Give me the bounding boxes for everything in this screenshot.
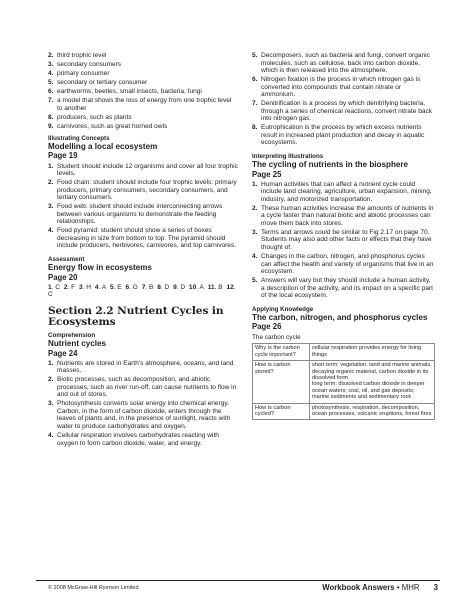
right-column [252,52,435,420]
footer-workbook: Workbook Answers [322,583,395,592]
list-item [252,181,435,204]
list-item [252,76,435,99]
item-number: 6 . [48,88,57,96]
illustrating-page: Page 19 [48,151,78,161]
answer-number: 3 [78,283,83,291]
list-item [48,61,238,69]
answer: 11. B [207,283,223,291]
list-item [252,253,435,276]
item-number: 1 . [252,181,261,204]
answer: 4. A [94,283,107,291]
answer: 7. B [141,283,154,291]
item-text: Nutrients are stored in Earth’s atmosphere, oceans, and land masses. [57,359,234,375]
item-number: 3 . [48,61,57,69]
footer-publisher: MHR [401,583,420,592]
answer: 10. A [188,283,204,291]
item-number: 7 . [252,100,261,123]
illustrating-title: Modelling a local ecosystem [48,142,158,152]
item-text: Biotic processes, such as decomposition, and abiotic processes, such as river run-off, can cause nutrients to flow in and out of stores. [57,376,237,399]
answer-letter: H [86,283,92,291]
item-text: Answers will vary but they should include a human activity, a description of the activity, and its impact on a specific part of the local ecosystem. [261,277,433,300]
list-item [48,163,238,178]
list-item [48,179,238,202]
item-text: secondary consumers [57,61,122,69]
section-heading: Section 2.2 Nutrient Cycles in Ecosystems [48,304,224,329]
item-number: 3 . [48,203,57,226]
table-answer: photosynthesis, respiration, decomposition, ocean processes, volcanic eruptions, forest fires [310,403,435,420]
item-text: Cellular respiration involves carbohydrates reacting with oxygen to form carbon dioxide, water, and energy. [57,432,219,447]
item-number: 6 . [252,76,261,99]
list-item [48,227,238,250]
item-number: 4 . [252,253,261,276]
item-number: 4 . [48,432,57,447]
list-item [48,400,238,430]
answer-number: 10 [188,283,197,291]
item-text: a model that shows the loss of energy from one trophic level to another [57,97,232,112]
item-text: Decomposers, such as bacteria and fungi, convert organic molecules, such as cellulose, back into carbon dioxide, which is then released into the atmosphere. [261,52,430,74]
answer-letter: E [117,283,122,291]
table-answer: cellular respiration provides energy for living things [310,344,435,361]
intro-list [48,52,238,131]
footer-title [322,583,438,592]
answer: 3. H [78,283,92,291]
list-item [252,229,435,252]
answer-letter: A [199,283,204,291]
table-row [253,403,435,420]
item-number: 3 . [252,229,261,252]
item-text: Photosynthesis converts solar energy into chemical energy. Carbon, in the form of carbon dioxide, enters through the leaves of plants and, in the presence of sunlight, reacts with water to produce carbohydrates and oxygen. [57,400,231,430]
list-item [252,100,435,123]
list-item [48,88,238,96]
answer: 8. D [157,283,170,291]
answer-number: 9 [173,283,177,291]
answer-letter: A [101,283,107,291]
carbon-cycle-table [252,343,435,420]
item-number: 3 . [48,400,57,430]
item-text: Food pyramid: student should show a series of boxes decreasing in size from bottom to top. The pyramid should include producers, herbivores, carnivores, and top carnivores. [57,227,237,250]
assessment-label: Assessment [48,255,85,263]
list-item [48,97,238,112]
answer-letter: F [71,283,76,291]
answer-number: 1 [48,283,52,291]
item-text: secondary or tertiary consumer [57,79,148,87]
list-item [252,205,435,228]
list-item [48,203,238,226]
answer-number: 8 [157,283,161,291]
page-number: 3 [433,583,438,592]
interpreting-title: The cycling of nutrients in the biosphere [252,160,409,170]
item-number: 1 . [48,360,57,375]
comprehension-label: Comprehension [48,331,96,339]
answer-number: 7 [141,283,146,291]
comprehension-page: Page 24 [48,348,78,358]
item-text: carnivores, such as great horned owls [57,123,168,131]
applying-title: The carbon, nitrogen, and phosphorus cycles [252,313,428,323]
answer: 5. E [109,283,122,291]
answer: 6. G [125,283,138,291]
list-item [48,70,238,78]
item-number: 9 . [48,123,57,131]
item-number: 8 . [252,124,261,147]
interpreting-page: Page 25 [252,169,282,179]
interpreting-label: Interpreting Illustrations [252,152,324,160]
item-text: primary consumer [57,70,110,78]
item-number: 8 . [48,114,57,122]
item-number: 2 . [48,52,57,60]
comprehension-title: Nutrient cycles [48,339,107,349]
list-item [252,277,435,300]
answer-number: 6 [125,283,130,291]
table-answer: short term: vegetation, land and marine animals, decaying organic material, carbon dioxide in its dissolved form long term: dissolved carbon dioxide in deeper ocean waters; coal, oil, and gas deposits; marine sediments and sedimentary rock [310,361,435,403]
item-text: earthworms, beetles, small insects, bacteria, fungi [57,88,202,96]
item-text: producers, such as plants [57,114,132,122]
answer-number: 4 [94,283,99,291]
item-number: 2 . [48,179,57,202]
footer-rule [36,580,440,581]
item-number: 5 . [252,277,261,300]
assessment-answers [48,284,238,299]
answer-letter: B [149,283,154,291]
item-number: 5 . [252,52,261,75]
answer-number: 2 [63,283,68,291]
answer: 2. F [63,283,76,291]
list-item [252,124,435,147]
answer-letter: D [164,283,170,291]
footer-sep: • [396,583,400,592]
table-caption: The carbon cycle [252,333,301,341]
item-text: Terms and arrows could be similar to Fig 2.17 on page 70. Students may also add other facts or effects that they have thought of. [261,228,432,251]
list-item [48,360,238,375]
list-item [48,79,238,87]
answer: 12. C [48,283,236,299]
answer-letter: D [180,283,186,291]
list-item [48,52,238,60]
table-row [253,344,435,361]
item-number: 2 . [48,376,57,399]
list-item [48,123,238,131]
item-text: Food chain: student should include four trophic levels: primary producers, primary consumers, secondary consumers, and tertiary consumers. [57,179,237,202]
answer-letter: G [132,283,138,291]
assessment-page: Page 20 [48,272,78,282]
assessment-title: Energy flow in ecosystems [48,263,152,273]
item-text: These human activities increase the amounts of nutrients in a cycle faster than natural biotic and abiotic processes can move them back into stores. [261,204,434,227]
item-text: Eutrophication is the process by which excess nutrients result in increased plant production and decay in aquatic ecosystems. [261,124,425,147]
list-item [48,432,238,447]
answer: 9. D [173,283,186,291]
item-text: Human activities that can affect a nutrient cycle could include land clearing, agriculture, urban expansion, mining, industry, and motorized transportation. [261,180,432,203]
table-question: How is carbon cycled? [253,403,310,420]
answer: 1. C [48,283,61,291]
list-item [48,376,238,399]
item-text: Student should include 12 organisms and cover all four trophic levels. [57,162,238,178]
item-number: 2 . [252,205,261,228]
illustrating-list [48,163,238,250]
item-text: Nitrogen fixation is the process in which nitrogen gas is converted into compounds that contain nitrate or ammonium. [261,76,421,99]
item-text: third trophic level [57,52,107,59]
item-text: Food web: student should include interconnecting arrows between various organisms to demonstrate the feeding relationships. [57,203,223,226]
table-question: How is carbon stored? [253,361,310,403]
item-number: 7 . [48,97,57,112]
item-text: Changes in the carbon, nitrogen, and phosphorus cycles can affect the health and variety of organisms that live in an ecosystem. [261,253,434,276]
comprehension-list [48,360,238,447]
answer-number: 12 [226,283,234,291]
list-item [48,114,238,122]
answer-number: 11 [207,283,215,291]
left-column [48,52,238,449]
item-number: 4 . [48,70,57,78]
item-number: 1 . [48,163,57,178]
item-text: Denitrification is a process by which denitrifying bacteria, through a series of chemical reactions, convert nitrate back into nitrogen gas. [261,100,433,123]
item-number: 4 . [48,227,57,250]
item-number: 5 . [48,79,57,87]
table-row [253,361,435,403]
interpreting-list [252,181,435,300]
applying-page: Page 26 [252,322,282,332]
table-question: Why is the carbon cycle important? [253,344,310,361]
answer-letter: B [218,283,223,291]
footer-copyright: © 2008 McGraw-Hill Ryerson Limited [48,585,139,591]
applying-label: Applying Knowledge [252,305,314,313]
illustrating-label: Illustrating Concepts [48,134,110,142]
continued-list [252,52,435,147]
list-item [252,52,435,75]
answer-number: 5 [109,283,114,291]
answer-letter: C [55,283,61,291]
answer-letter: C [48,291,53,299]
